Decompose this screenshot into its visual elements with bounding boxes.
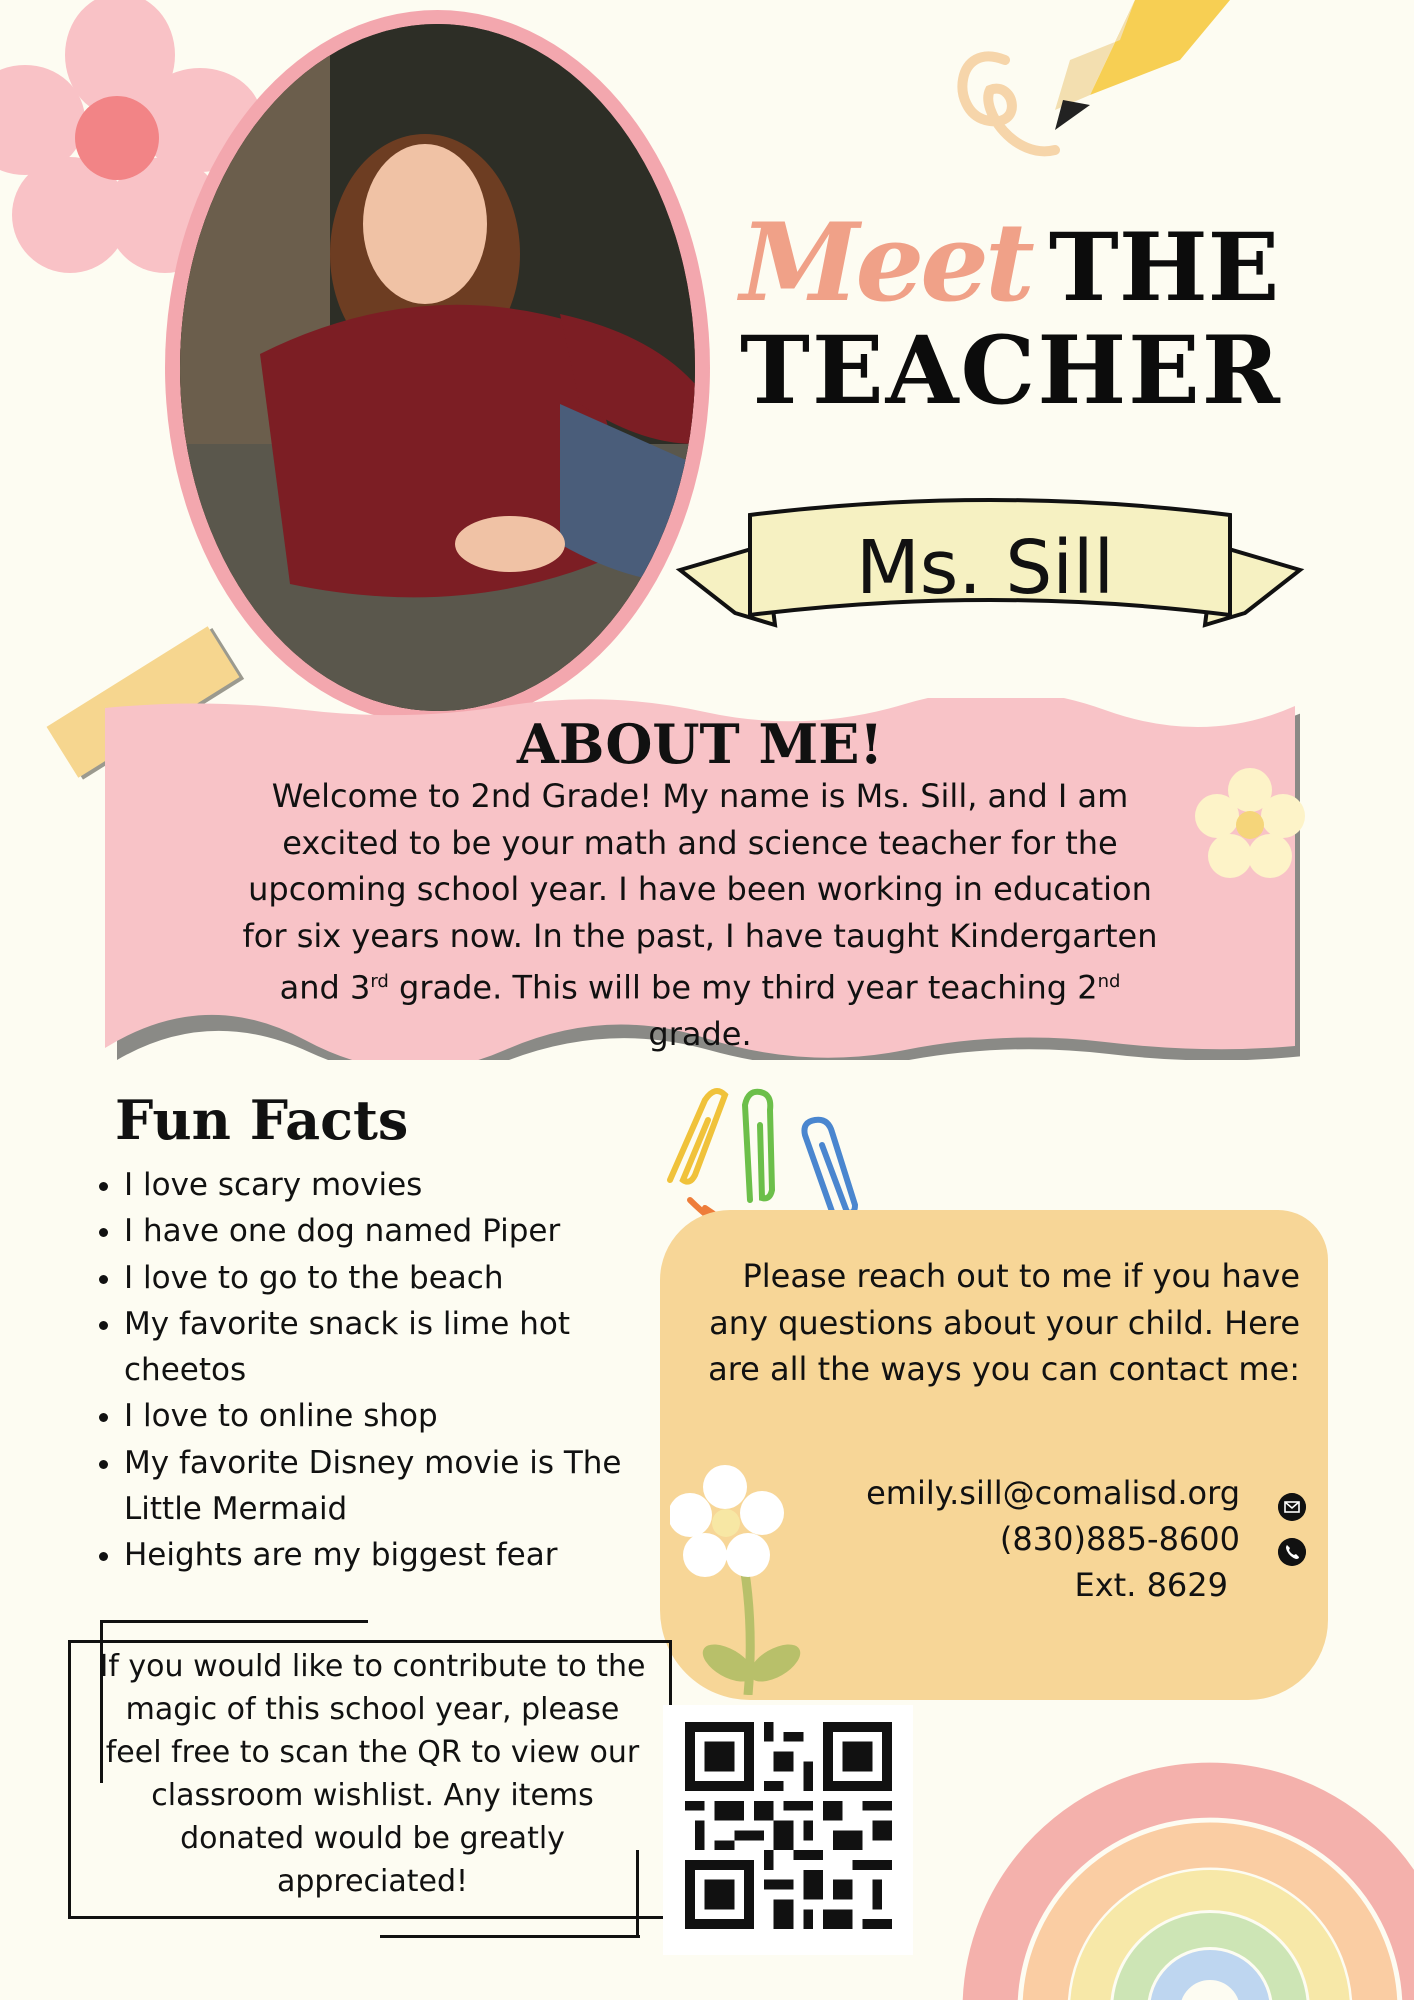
wishlist-frame-line [380,1935,640,1938]
fun-facts-list [88,1162,684,1579]
fun-facts-heading: Fun Facts [115,1088,409,1152]
title-the: THE [1048,213,1280,323]
about-line: upcoming school year. I have been working in education [248,870,1152,908]
list-item: • I love to go to the beach [124,1255,684,1301]
page-title [740,200,1300,426]
about-line: grade. [648,1015,752,1054]
email-address[interactable]: emily.sill@comalisd.org [866,1474,1240,1512]
about-heading: ABOUT ME! [516,712,884,776]
about-line: excited to be your math and science teacher for the [282,823,1118,862]
contact-info [760,1470,1240,1608]
about-paragraph [175,773,1225,1058]
about-line: for six years now. In the past, I have taught Kindergarten [242,916,1158,955]
about-line: and 3rd grade. This will be my third year teaching 2nd [279,968,1121,1007]
list-item: • My favorite Disney movie is The Little Mermaid [124,1440,684,1533]
list-item: • I have one dog named Piper [124,1208,684,1254]
pencil-icon [945,0,1230,165]
qr-code[interactable] [685,1722,892,1929]
teacher-name: Ms. Sill [855,525,1115,611]
mail-icon [1278,1493,1306,1521]
daisy-icon [1195,768,1305,878]
title-teacher: TEACHER [740,316,1282,426]
wishlist-text: If you would like to contribute to the magic of this school year, please feel free to scan the QR to view our classroom wishlist. Any items donated would be greatly appreciated! [99,1649,646,1899]
rainbow-icon [960,1720,1414,2000]
phone-extension: Ext. 8629 [1074,1566,1228,1604]
list-item: • I love to online shop [124,1393,684,1439]
list-item: • My favorite snack is lime hot cheetos [124,1301,684,1394]
contact-message: Please reach out to me if you have any questions about your child. Here are all the ways you can contact me: [708,1257,1300,1388]
phone-icon [1278,1538,1306,1566]
title-meet: Meet [740,200,1031,326]
list-item: • I love scary movies [124,1162,684,1208]
about-line: Welcome to 2nd Grade! My name is Ms. Sill, and I am [271,777,1129,815]
teacher-photo [180,24,695,711]
phone-number[interactable]: (830)885-8600 [999,1520,1240,1558]
list-item: • Heights are my biggest fear [124,1532,684,1578]
